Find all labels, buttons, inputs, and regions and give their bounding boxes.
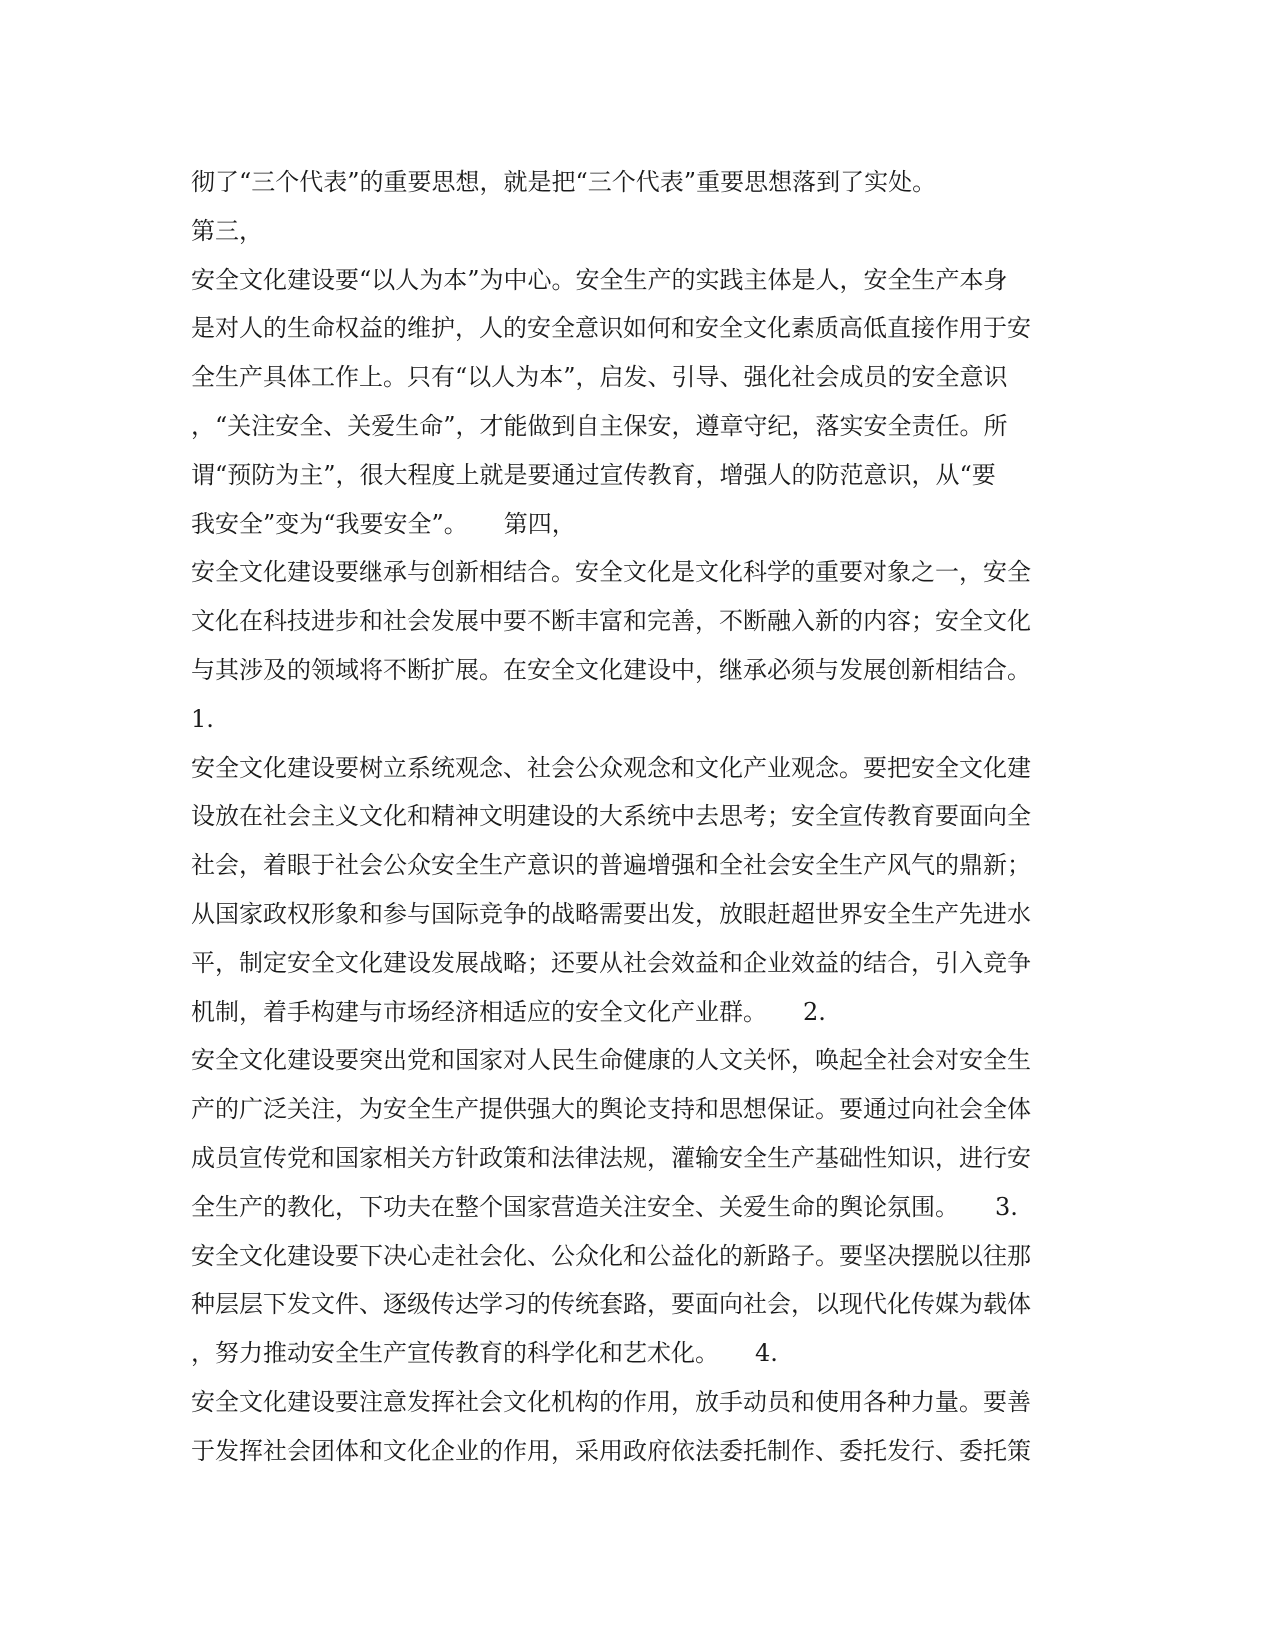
text-line: 安全文化建设要注意发挥社会文化机构的作用，放手动员和使用各种力量。要善 bbox=[191, 1387, 1031, 1416]
text-line: 安全文化建设要下决心走社会化、公众化和公益化的新路子。要坚决摆脱以往那 bbox=[191, 1241, 1031, 1270]
text-line: 与其涉及的领域将不断扩展。在安全文化建设中，继承必须与发展创新相结合。 bbox=[191, 655, 1031, 684]
text-line: 平，制定安全文化建设发展战略；还要从社会效益和企业效益的结合，引入竞争 bbox=[191, 948, 1031, 977]
text-line: 于发挥社会团体和文化企业的作用，采用政府依法委托制作、委托发行、委托策 bbox=[191, 1436, 1031, 1465]
text-line: 第三， bbox=[191, 216, 263, 245]
text-line: 设放在社会主义文化和精神文明建设的大系统中去思考；安全宣传教育要面向全 bbox=[191, 802, 1031, 831]
text-line: 安全文化建设要继承与创新相结合。安全文化是文化科学的重要对象之一，安全 bbox=[191, 558, 1031, 587]
body-text bbox=[191, 158, 1071, 1476]
text-line: 安全文化建设要树立系统观念、社会公众观念和文化产业观念。要把安全文化建 bbox=[191, 753, 1031, 782]
text-line: 我安全”变为“我要安全”。 第四， bbox=[191, 509, 576, 538]
text-line: 全生产的教化，下功夫在整个国家营造关注安全、关爱生命的舆论氛围。 3. bbox=[191, 1192, 1018, 1221]
text-line: 是对人的生命权益的维护，人的安全意识如何和安全文化素质高低直接作用于安 bbox=[191, 314, 1031, 343]
text-line: 安全文化建设要突出党和国家对人民生命健康的人文关怀，唤起全社会对安全生 bbox=[191, 1046, 1031, 1075]
text-line: 彻了“三个代表”的重要思想，就是把“三个代表”重要思想落到了实处。 bbox=[191, 168, 937, 196]
text-line: 安全文化建设要“以人为本”为中心。安全生产的实践主体是人，安全生产本身 bbox=[191, 265, 1008, 294]
text-line: ，努力推动安全生产宣传教育的科学化和艺术化。 4. bbox=[191, 1339, 778, 1368]
text-line: 机制，着手构建与市场经济相适应的安全文化产业群。 2. bbox=[191, 997, 826, 1026]
text-line: 从国家政权形象和参与国际竞争的战略需要出发，放眼赶超世界安全生产先进水 bbox=[191, 899, 1031, 928]
text-line: 种层层下发文件、逐级传达学习的传统套路，要面向社会，以现代化传媒为载体 bbox=[191, 1290, 1031, 1319]
text-line: 产的广泛关注，为安全生产提供强大的舆论支持和思想保证。要通过向社会全体 bbox=[191, 1095, 1031, 1124]
text-line: 社会，着眼于社会公众安全生产意识的普遍增强和全社会安全生产风气的鼎新； bbox=[191, 851, 1031, 880]
text-line: 成员宣传党和国家相关方针政策和法律法规，灌输安全生产基础性知识，进行安 bbox=[191, 1143, 1031, 1172]
text-line: ，“关注安全、关爱生命”，才能做到自主保安，遵章守纪，落实安全责任。所 bbox=[191, 411, 1008, 440]
text-line: 谓“预防为主”，很大程度上就是要通过宣传教育，增强人的防范意识，从“要 bbox=[191, 460, 996, 489]
text-line: 1. bbox=[191, 704, 214, 733]
text-line: 全生产具体工作上。只有“以人为本”，启发、引导、强化社会成员的安全意识 bbox=[191, 363, 1008, 392]
text-line: 文化在科技进步和社会发展中要不断丰富和完善，不断融入新的内容；安全文化 bbox=[191, 607, 1031, 636]
